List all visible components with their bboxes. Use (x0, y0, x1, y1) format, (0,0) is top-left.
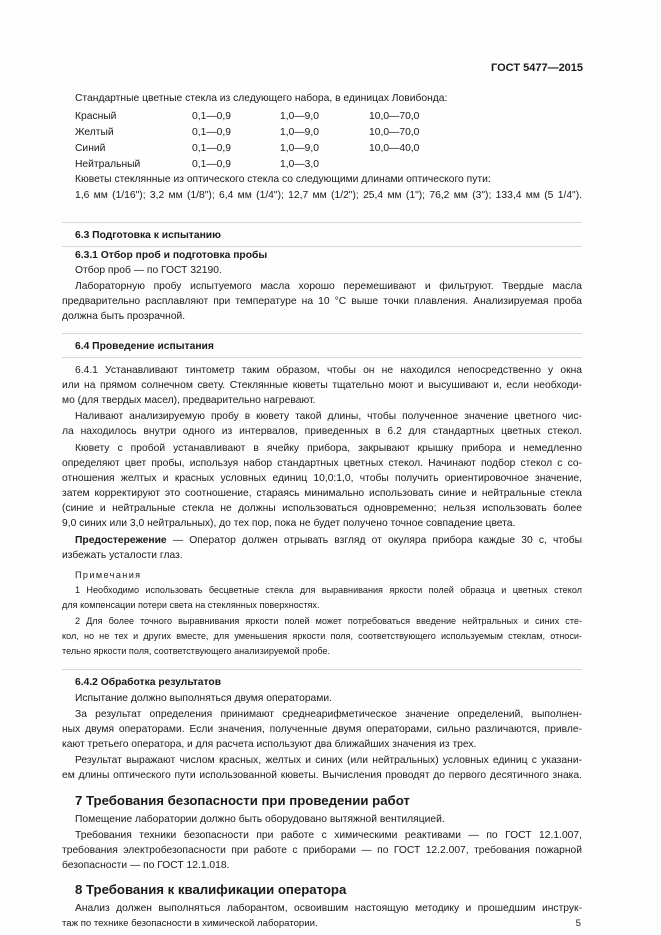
paragraph-line: ла находилось внутри одного из интервалов, приведенных в 6.2 для стандартных цветных стекол. (62, 426, 582, 437)
glass-range: 0,1—0,9 (192, 127, 231, 138)
glass-range: 0,1—0,9 (192, 143, 231, 154)
glass-range: 0,1—0,9 (192, 111, 231, 122)
paragraph-line: или на прямом солнечном свету. Стеклянные кюветы тщательно моют и высушивают и, если необходи- (62, 380, 582, 391)
cuvettes-list: 1,6 мм (1/16"); 3,2 мм (1/8"); 6,4 мм (1/4"); 12,7 мм (1/2"); 25,4 мм (1"); 76,2 мм (3"); 133,4 мм (5 1/4"). (75, 190, 582, 201)
subsection-heading-6-3-1: 6.3.1 Отбор проб и подготовка пробы (75, 250, 268, 261)
note-2-continued: кол, но не тех и других вместе, для уменьшения яркости поля, соответствующего используемым стеклам, относи- (62, 631, 582, 641)
paragraph-line: безопасности — по ГОСТ 12.1.018. (62, 860, 230, 871)
paragraph: Испытание должно выполняться двумя операторами. (75, 693, 332, 704)
glass-range: 1,0—9,0 (280, 111, 319, 122)
paragraph-line: Результат выражают числом красных, желтых и синих (или нейтральных) условных единиц с указани- (75, 755, 582, 766)
standard-number: ГОСТ 5477—2015 (491, 62, 584, 74)
cuvettes-intro: Кюветы стеклянные из оптического стекла со следующими длинами оптического пути: (75, 174, 491, 185)
paragraph-line: отношения желтых и красных условных единиц 10,0:1,0, чтобы получить ориентировочное значение, (62, 473, 582, 484)
glass-range: 10,0—70,0 (369, 111, 420, 122)
warning-text: — Оператор должен отрывать взгляд от окуляра прибора каждые 30 с, чтобы (166, 535, 582, 546)
glass-range: 10,0—40,0 (369, 143, 420, 154)
paragraph-line: затем корректируют это соотношение, стараясь минимально использовать синие и нейтральные стекла (62, 488, 582, 499)
paragraph-line: требования электробезопасности при работе с приборами — по ГОСТ 12.2.007, требования пожарной (62, 845, 582, 856)
paragraph-line: кают третьего оператора, и для расчета используют два ближайших значения из трех. (62, 739, 477, 750)
paragraph-line: ных двумя операторами. Если значения, полученные двумя операторами, сильно различаются, привле- (62, 724, 582, 735)
section-heading-8: 8 Требования к квалификации оператора (75, 882, 347, 897)
glass-color: Синий (75, 143, 106, 154)
glass-color: Желтый (75, 127, 114, 138)
glass-range: 0,1—0,9 (192, 159, 231, 170)
paragraph-line: ем длины оптического пути использованной кюветы. Вычисления проводят до первого десятичного знака. (62, 770, 582, 781)
divider (62, 669, 582, 670)
glass-range: 1,0—9,0 (280, 127, 319, 138)
warning (75, 535, 582, 546)
glass-intro: Стандартные цветные стекла из следующего набора, в единицах Ловибонда: (75, 93, 448, 104)
paragraph: Отбор проб — по ГОСТ 32190. (75, 265, 222, 276)
warning-label: Предостережение (75, 535, 167, 546)
divider (62, 222, 582, 223)
paragraph-line: За результат определения принимают среднеарифметическое значение определений, выполнен- (75, 709, 582, 720)
divider (62, 357, 582, 358)
paragraph-line: Анализ должен выполняться лаборантом, освоившим настоящую методику и прошедшим инструк- (75, 903, 582, 914)
divider (62, 333, 582, 334)
glass-range: 10,0—70,0 (369, 127, 420, 138)
glass-color: Нейтральный (75, 159, 141, 170)
paragraph-line: 9,0 синих или 3,0 нейтральных), до тех пор, пока не будет получено точное совпадение цвета. (62, 518, 516, 529)
paragraph-line: мо (для твердых масел), предварительно нагревают. (62, 395, 316, 406)
note-2-continued: тельно яркости поля, соответствующего анализируемой пробе. (62, 646, 330, 656)
glass-color: Красный (75, 111, 117, 122)
paragraph: Помещение лаборатории должно быть оборудовано вытяжной вентиляцией. (75, 814, 445, 825)
divider (62, 246, 582, 247)
note-1: 1 Необходимо использовать бесцветные стекла для выравнивания яркости полей образца и цветных стекол (75, 585, 582, 595)
paragraph-line: Кювету с пробой устанавливают в ячейку прибора, закрывают крышку прибора и немедленно (75, 443, 582, 454)
note-1-continued: для компенсации потери света на стеклянных поверхностях. (62, 600, 320, 610)
paragraph-line: Наливают анализируемую пробу в кювету такой длины, чтобы полученное значение цветного чис- (75, 411, 582, 422)
paragraph-line: (синие и нейтральные стекла не должны использоваться одновременно; нельзя использовать более (62, 503, 582, 514)
section-heading-6-3: 6.3 Подготовка к испытанию (75, 230, 221, 241)
page-number: 5 (575, 918, 581, 929)
warning-continued: избежать усталости глаз. (62, 550, 183, 561)
note-2: 2 Для более точного выравнивания яркости полей может потребоваться введение нейтральных и синих сте- (75, 616, 582, 626)
notes-title: Примечания (75, 570, 142, 580)
paragraph: предварительно расплавляют при температуре на 10 °С выше точки плавления. Анализируемая проба (62, 296, 582, 307)
paragraph-line: Требования техники безопасности при работе с химическими реактивами — по ГОСТ 12.1.007, (75, 830, 582, 841)
paragraph-line: таж по технике безопасности в химической лаборатории. (62, 918, 318, 929)
paragraph: Лабораторную пробу испытуемого масла хорошо перемешивают и фильтруют. Твердые масла (75, 281, 582, 292)
paragraph: должна быть прозрачной. (62, 311, 186, 322)
subsection-heading-6-4-2: 6.4.2 Обработка результатов (75, 677, 222, 688)
glass-range: 1,0—9,0 (280, 143, 319, 154)
paragraph-line: определяют цвет пробы, используя набор стандартных цветных стекол. Начинают подбор стекол с со- (62, 458, 582, 469)
paragraph-line: 6.4.1 Устанавливают тинтометр таким образом, чтобы он не находился непосредственно у окна (75, 365, 582, 376)
section-heading-7: 7 Требования безопасности при проведении работ (75, 793, 410, 808)
section-heading-6-4: 6.4 Проведение испытания (75, 341, 214, 352)
glass-range: 1,0—3,0 (280, 159, 319, 170)
